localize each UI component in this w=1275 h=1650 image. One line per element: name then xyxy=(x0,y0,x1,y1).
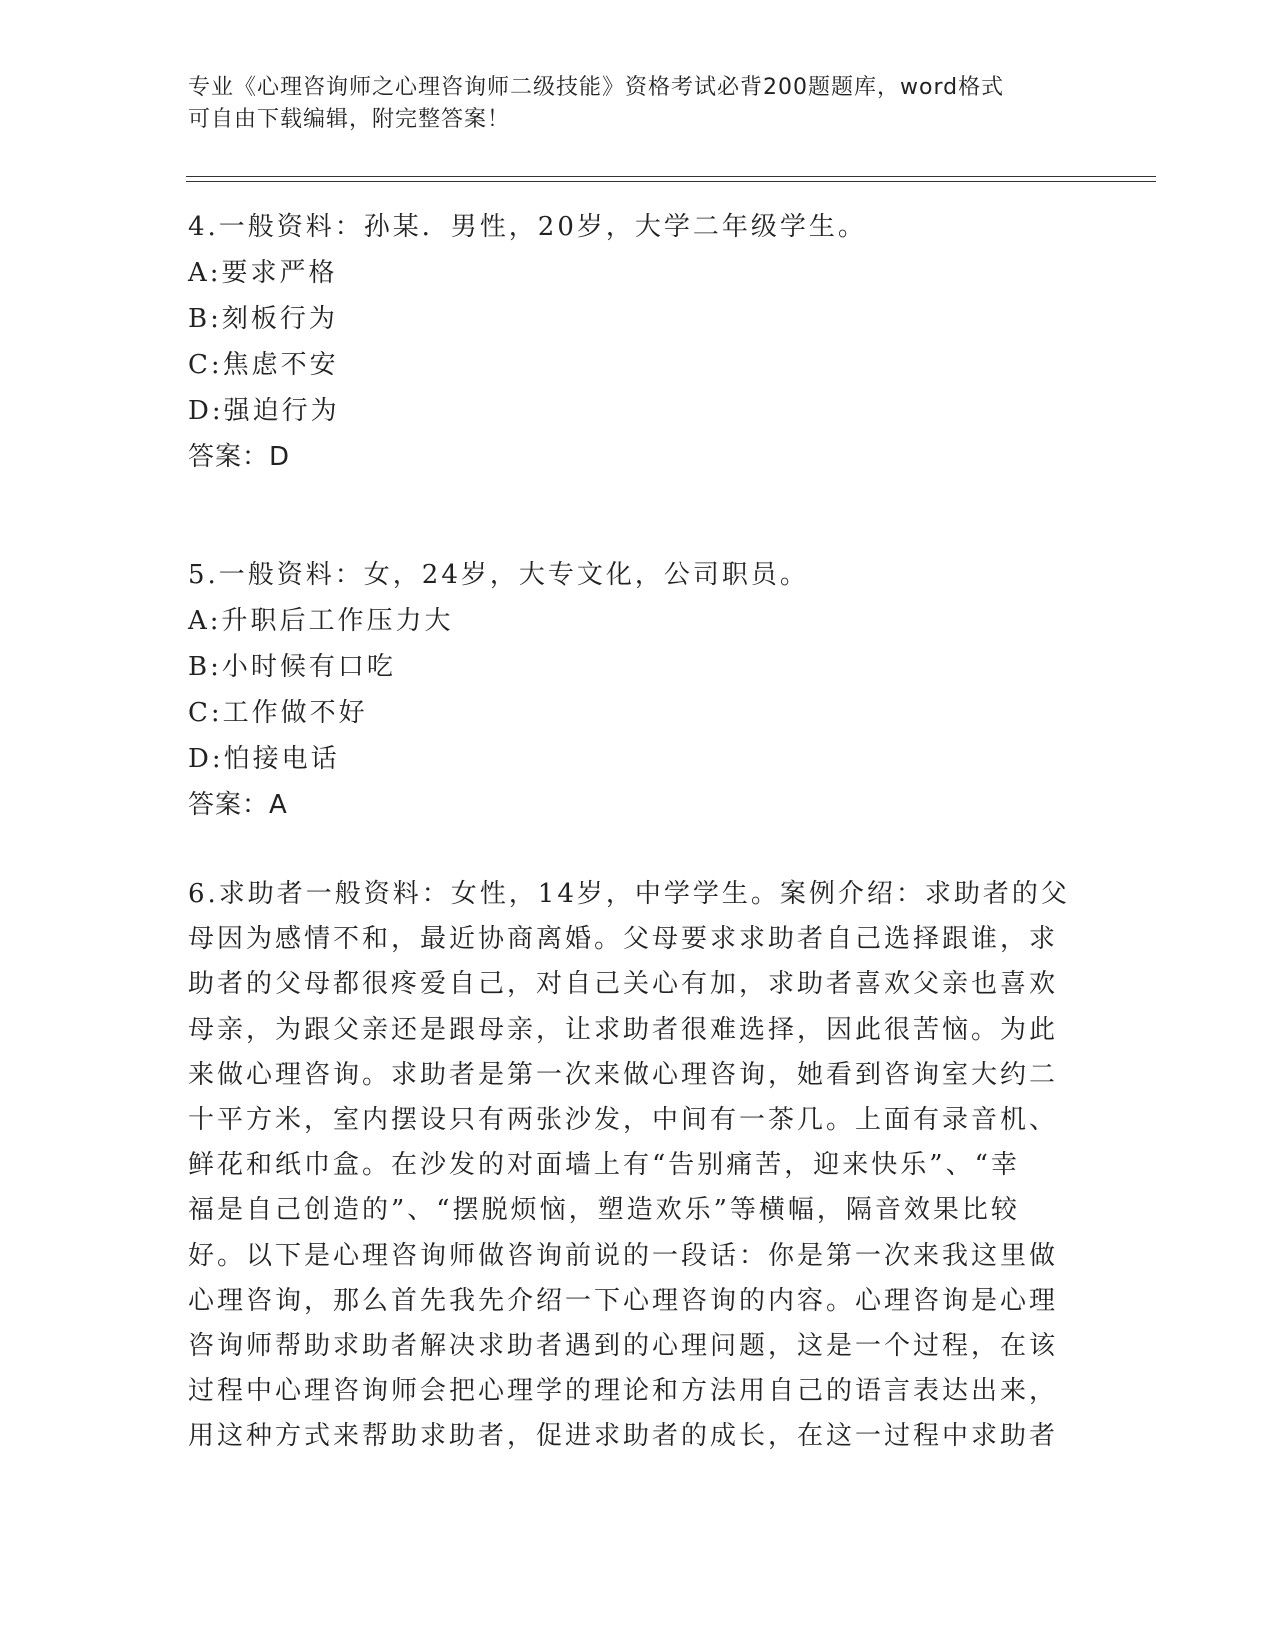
option-b: B:刻板行为 xyxy=(188,304,338,334)
header-divider-bottom xyxy=(186,181,1156,182)
case-text-line: 助者的父母都很疼爱自己，对自己关心有加，求助者喜欢父亲也喜欢 xyxy=(188,969,1059,1000)
answer: 答案：D xyxy=(188,442,291,472)
header-divider-top xyxy=(186,176,1156,177)
case-text-line: 心理咨询，那么首先我先介绍一下心理咨询的内容。心理咨询是心理 xyxy=(188,1285,1059,1316)
question-6-case xyxy=(188,872,1068,1459)
option-d: D:怕接电话 xyxy=(188,744,340,774)
case-text-line: 6.求助者一般资料：女性，14岁，中学学生。案例介绍：求助者的父 xyxy=(188,879,1070,909)
case-text-line: 用这种方式来帮助求助者，促进求助者的成长，在这一过程中求助者 xyxy=(188,1421,1059,1452)
case-text-line: 母因为感情不和，最近协商离婚。父母要求求助者自己选择跟谁，求 xyxy=(188,924,1059,955)
case-text-line: 鲜花和纸巾盒。在沙发的对面墙上有“告别痛苦，迎来快乐”、“幸 xyxy=(188,1150,1020,1181)
option-c: C:工作做不好 xyxy=(188,698,368,728)
question-stem: 4.一般资料：孙某．男性，20岁，大学二年级学生。 xyxy=(188,212,867,242)
option-a: A:要求严格 xyxy=(188,258,338,288)
option-a: A:升职后工作压力大 xyxy=(188,606,454,636)
case-text-line: 咨询师帮助求助者解决求助者遇到的心理问题，这是一个过程，在该 xyxy=(188,1330,1059,1361)
answer: 答案：A xyxy=(188,790,288,820)
header-title-line-1: 专业《心理咨询师之心理咨询师二级技能》资格考试必背200题题库，word格式 xyxy=(188,75,1005,100)
case-text-line: 母亲，为跟父亲还是跟母亲，让求助者很难选择，因此很苦恼。为此 xyxy=(188,1014,1059,1045)
question-4 xyxy=(188,204,1068,480)
option-b: B:小时候有口吃 xyxy=(188,652,396,682)
case-text-line: 好。以下是心理咨询师做咨询前说的一段话：你是第一次来我这里做 xyxy=(188,1240,1059,1271)
option-d: D:强迫行为 xyxy=(188,396,340,426)
case-text-line: 福是自己创造的”、“摆脱烦恼，塑造欢乐”等横幅，隔音效果比较 xyxy=(188,1195,1020,1226)
header-title-line-2: 可自由下载编辑，附完整答案！ xyxy=(188,107,511,132)
case-text-line: 十平方米，室内摆设只有两张沙发，中间有一茶几。上面有录音机、 xyxy=(188,1104,1059,1135)
case-text-line: 过程中心理咨询师会把心理学的理论和方法用自己的语言表达出来， xyxy=(188,1376,1059,1407)
option-c: C:焦虑不安 xyxy=(188,350,339,380)
question-stem: 5.一般资料：女，24岁，大专文化，公司职员。 xyxy=(188,560,809,590)
case-text-line: 来做心理咨询。求助者是第一次来做心理咨询，她看到咨询室大约二 xyxy=(188,1059,1059,1090)
question-5 xyxy=(188,552,1068,828)
document-header xyxy=(188,72,1068,136)
